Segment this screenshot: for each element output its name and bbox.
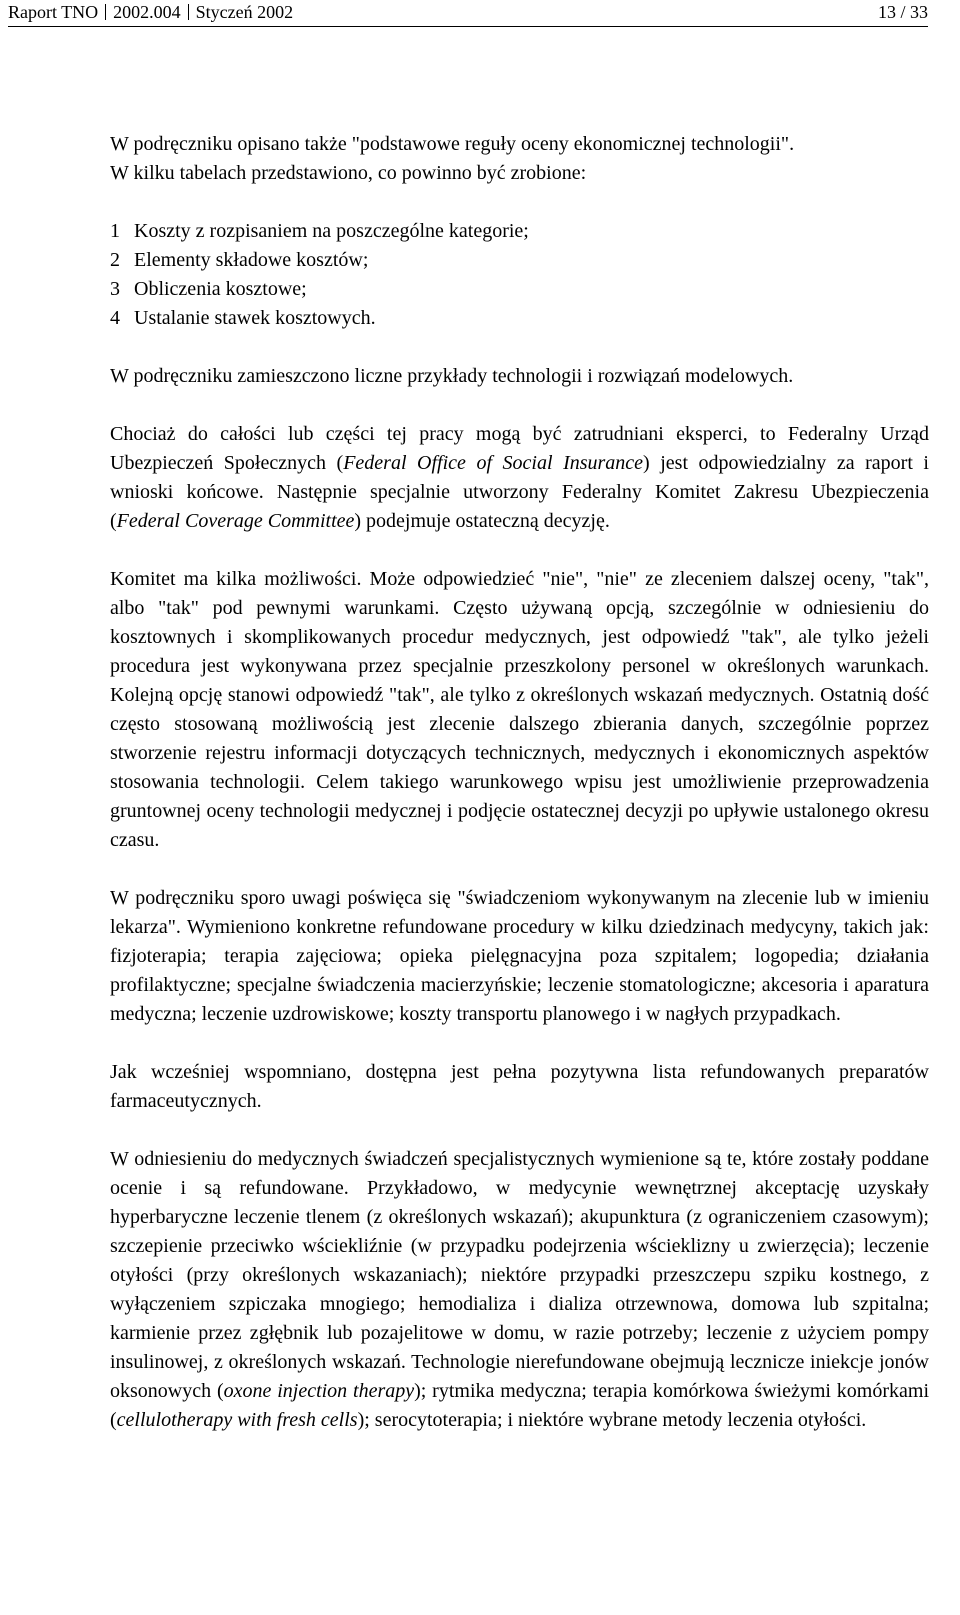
list-number: 4 — [110, 307, 120, 329]
page-body — [110, 130, 929, 1435]
list-item — [110, 304, 929, 333]
paragraph-text: ) jest odpowiedzialny za raport i wnioski końcowe. Następnie specjalnie utworzony Federalny Komitet Zakresu Ubezpieczenia ( — [110, 452, 929, 532]
list-item — [110, 246, 929, 275]
header-separator — [188, 4, 189, 20]
list-item — [110, 275, 929, 304]
responsibility-paragraph — [110, 420, 929, 536]
header-separator — [105, 4, 106, 20]
specialist-paragraph — [110, 1145, 929, 1435]
list-text: Ustalanie stawek kosztowych. — [134, 307, 376, 329]
page-header — [8, 0, 928, 26]
list-number: 3 — [110, 278, 120, 300]
page-number: 13 / 33 — [877, 2, 928, 22]
report-label: Raport TNO — [8, 2, 99, 22]
italic-term: Federal Coverage Committee — [116, 510, 355, 532]
list-number: 2 — [110, 249, 120, 271]
committee-paragraph: Komitet ma kilka możliwości. Może odpowiedzieć "nie", "nie" ze zleceniem dalszej oceny, "tak", albo "tak" pod pewnymi warunkami. Często używaną opcją, szczególnie w odniesieniu do kosztownych i skomplikowanych procedur medycznych, jest odpowiedź "tak", ale tylko jeżeli procedura jest wykonywana przez specjalnie przeszkolony personel w określonych warunkach. Kolejną opcję stanowi odpowiedź "tak", ale tylko z określonych wskazań medycznych. Ostatnią dość często stosowaną możliwością jest zlecenie dalszego zbierania danych, szczególnie poprzez stworzenie rejestru informacji dotyczących technicznych, medycznych i ekonomicznych aspektów stosowania technologii. Celem takiego warunkowego wpisu jest umożliwienie przeprowadzenia gruntownej oceny technologii medycznej i podjęcie ostatecznej decyzji po upływie ustalonego okresu czasu. — [110, 568, 929, 851]
list-number: 1 — [110, 220, 120, 242]
drugs-paragraph: Jak wcześniej wspomniano, dostępna jest pełna pozytywna lista refundowanych preparatów farmaceutycznych. — [110, 1061, 929, 1112]
paragraph-text: Chociaż do całości lub części tej pracy mogą być zatrudniani eksperci, to Federalny Urząd Ubezpieczeń Społecznych ( — [110, 423, 929, 474]
italic-term: Federal Office of Social Insurance — [343, 452, 644, 474]
italic-term: oxone injection therapy — [223, 1380, 415, 1402]
italic-term: cellulotherapy with fresh cells — [116, 1409, 358, 1431]
services-paragraph: W podręczniku sporo uwagi poświęca się "świadczeniom wykonywanym na zlecenie lub w imieniu lekarza". Wymieniono konkretne refundowane procedury w kilku dziedzinach medycyny, takich jak: fizjoterapia; terapia zajęciowa; opieka pielęgnacyjna poza szpitalem; logopedia; działania profilaktyczne; specjalne świadczenia macierzyńskie; leczenie stomatologiczne; akcesoria i aparatura medyczna; leczenie uzdrowiskowe; koszty transportu planowego i w nagłych przypadkach. — [110, 887, 929, 1025]
list-text: Obliczenia kosztowe; — [134, 278, 307, 300]
header-left — [8, 0, 293, 24]
list-text: Elementy składowe kosztów; — [134, 249, 369, 271]
intro-line: W kilku tabelach przedstawiono, co powinno być zrobione: — [110, 162, 587, 184]
examples-paragraph: W podręczniku zamieszczono liczne przykłady technologii i rozwiązań modelowych. — [110, 365, 794, 387]
list-text: Koszty z rozpisaniem na poszczególne kategorie; — [134, 220, 529, 242]
paragraph-text: W odniesieniu do medycznych świadczeń specjalistycznych wymienione są te, które zostały poddane ocenie i są refundowane. Przykładowo, w medycynie wewnętrznej akceptację uzyskały hyperbaryczne leczenie tlenem (z określonych wskazań); akupunktura (z ograniczeniem czasowym); szczepienie przeciwko wściekliźnie (w przypadku podejrzenia wścieklizny u zwierzęcia); leczenie otyłości (przy określonych wskazaniach); niektóre przypadki przeszczepu szpiku kostnego, z wyłączeniem szpiczaka mnogiego; hemodializa i dializa otrzewnowa, domowa lub szpitalna; karmienie przez zgłębnik lub pozajelitowe w domu, w razie potrzeby; leczenie z użyciem pompy insulinowej, z określonych wskazań. Technologie nierefundowane obejmują lecznicze iniekcje jonów oksonowych ( — [110, 1148, 929, 1402]
list-item — [110, 217, 929, 246]
report-number: 2002.004 — [113, 2, 181, 22]
intro-line: W podręczniku opisano także "podstawowe reguły oceny ekonomicznej technologii". — [110, 133, 795, 155]
header-rule — [8, 26, 928, 27]
cost-list — [110, 217, 929, 333]
paragraph-text: ) podejmuje ostateczną decyzję. — [354, 510, 610, 532]
intro-paragraph — [110, 130, 929, 188]
report-date: Styczeń 2002 — [195, 2, 294, 22]
paragraph-text: ); rytmika medyczna; terapia komórkowa świeżymi komórkami ( — [110, 1380, 930, 1431]
paragraph-text: ); serocytoterapia; i niektóre wybrane metody leczenia otyłości. — [357, 1409, 867, 1431]
